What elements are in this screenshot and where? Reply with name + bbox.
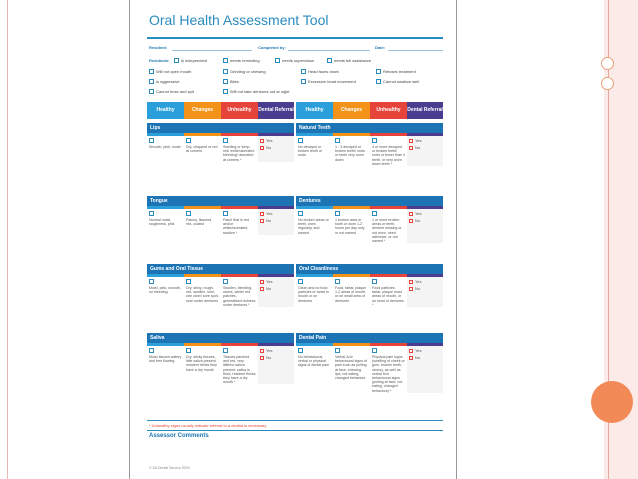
unhealthy-cell[interactable]: Tissues parched and red, very little/no saliva present, saliva is thick, resident thinks they have a dry mouth * [221,346,258,384]
checkbox[interactable] [186,279,191,284]
checkbox[interactable] [260,280,264,284]
referral-yes[interactable]: Yes [260,138,294,143]
date-label: Date: [375,45,386,50]
checkbox[interactable] [223,138,228,143]
option-item[interactable]: needs reminding [223,58,260,63]
checkbox[interactable] [186,138,191,143]
option-item[interactable]: Grinding or chewing [223,69,266,74]
checkbox[interactable] [298,211,303,216]
slide-border-left [7,0,8,479]
referral-yes[interactable]: Yes [260,279,294,284]
changes-cell[interactable]: Dry, shiny, rough, red, swollen, sore, one ulcer/ sore spot, sore under dentures [184,277,221,307]
checkbox[interactable] [223,211,228,216]
referral-no[interactable]: No [260,355,294,360]
completed-by-label: Completed by: [258,45,286,50]
healthy-cell[interactable]: No decayed or broken teeth or roots [296,136,333,166]
checkbox[interactable] [409,139,413,143]
section-title: Natural Teeth [296,123,443,133]
checkbox[interactable] [298,348,303,353]
residents-label: Residents: [149,58,170,63]
dental-referral-cell [258,136,294,162]
referral-no[interactable]: No [260,286,294,291]
assessor-comments-label: Assessor Comments [149,433,209,439]
checkbox[interactable] [260,349,264,353]
checkbox[interactable] [409,287,413,291]
option-item[interactable]: Cannot rinse and spit [149,89,194,94]
healthy-cell[interactable]: Clean and no food particles or tartar in mouth or on dentures [296,277,333,307]
option-item[interactable]: needs supervision [275,58,314,63]
section-title: Oral Cleanliness [296,264,443,274]
checkbox[interactable] [372,279,377,284]
checkbox[interactable] [335,279,340,284]
decor-circle-filled [591,381,633,423]
dental-referral-cell [258,346,294,384]
healthy-cell[interactable]: Normal moist, roughness, pink [147,209,184,235]
section-natural-teeth [296,123,443,184]
checkbox[interactable] [186,211,191,216]
checkbox[interactable] [260,146,264,150]
unhealthy-cell[interactable]: Swelling or lump, red/ white/ulcerated bleeding/ ulcerated at corners * [221,136,258,162]
section-dentures [296,196,443,257]
option-item[interactable]: is independent [174,58,207,63]
checkbox[interactable] [335,348,340,353]
dental-referral-cell [258,277,294,307]
checkbox[interactable] [409,280,413,284]
dental-referral-cell [258,209,294,235]
option-item[interactable]: Will not open mouth [149,69,191,74]
referral-no[interactable]: No [409,145,443,150]
document-title: Oral Health Assessment Tool [149,12,329,28]
referral-yes[interactable]: Yes [260,211,294,216]
section-title: Dental Pain [296,333,443,343]
option-item[interactable]: Will not take dentures out at night [223,89,289,94]
changes-cell[interactable]: Verbal &/or behavioural signs of pain such as pulling at face, chewing lips, not eating, changed behaviour [333,346,370,393]
option-item[interactable]: Excessive head movement [301,79,356,84]
section-saliva [147,333,294,394]
checkbox[interactable] [298,138,303,143]
changes-cell[interactable]: 1 broken area or tooth or worn 1-2 hours per day only or not named [333,209,370,243]
healthy-cell[interactable]: No behavioural, verbal or physical signs of dental pain [296,346,333,393]
referral-yes[interactable]: Yes [409,348,443,353]
unhealthy-cell[interactable]: Swollen, bleeding, ulcers, white/ red patches, generalised redness under dentures * [221,277,258,307]
checkbox[interactable] [223,79,228,84]
unhealthy-cell[interactable]: Patch that is red and/or white/ulcerated, swollen * [221,209,258,235]
referral-yes[interactable]: Yes [260,348,294,353]
checkbox[interactable] [372,211,377,216]
checkbox[interactable] [301,69,306,74]
section-tongue [147,196,294,257]
checkbox[interactable] [149,69,154,74]
referral-no[interactable]: No [260,218,294,223]
footnote-divider [147,420,443,421]
option-item[interactable]: Bites [223,79,239,84]
section-lips [147,123,294,184]
checkbox[interactable] [335,211,340,216]
checkbox[interactable] [149,279,154,284]
copyright: © SA Dental Service 2009 [149,466,190,470]
column-headers-left [147,102,294,119]
column-header-unhealthy: Unhealthy [370,102,407,119]
unhealthy-cell[interactable]: Physical pain signs (swelling of cheek or gum, broken teeth, ulcers), as well as verbal &/or behavioural signs (pulling at face, not eating, changed behaviour) * [370,346,407,393]
checkbox[interactable] [409,219,413,223]
referral-no[interactable]: No [409,286,443,291]
checkbox[interactable] [409,356,413,360]
healthy-cell[interactable]: Smooth, pink, moist [147,136,184,162]
checkbox[interactable] [301,79,306,84]
section-title: Gums and Oral Tissue [147,264,294,274]
option-item[interactable]: Is aggressive [149,79,180,84]
changes-cell[interactable]: Food, tartar, plaque 1-2 areas of mouth, or on small area of dentures [333,277,370,307]
checkbox[interactable] [223,69,228,74]
decor-circle-outline [601,77,614,90]
date-field[interactable] [388,50,443,51]
checkbox[interactable] [298,279,303,284]
assessment-sheet [129,0,457,479]
checkbox[interactable] [372,348,377,353]
checkbox[interactable] [149,348,154,353]
changes-cell[interactable]: Patchy, fissured, red, coated [184,209,221,235]
completed-by-field[interactable] [288,50,370,51]
checkbox[interactable] [223,89,228,94]
checkbox[interactable] [376,69,381,74]
checkbox[interactable] [409,146,413,150]
section-oral-cleanliness [296,264,443,325]
checkbox[interactable] [260,212,264,216]
referral-no[interactable]: No [260,145,294,150]
option-item[interactable]: Head faces down [301,69,339,74]
checkbox[interactable] [260,356,264,360]
resident-field[interactable] [172,50,252,51]
section-title: Lips [147,123,294,133]
dental-referral-cell [407,277,443,307]
unhealthy-cell[interactable]: 4 or more decayed or broken teeth/ roots or fewer than 4 teeth, or very worn down teeth * [370,136,407,166]
column-header-dental-referral: Dental Referral [407,102,443,119]
dental-referral-cell [407,209,443,243]
section-title: Dentures [296,196,443,206]
option-item[interactable]: needs full assistance [327,58,371,63]
checkbox[interactable] [174,58,179,63]
checkbox[interactable] [260,219,264,223]
comments-divider [147,430,443,431]
footnote: * Unhealthy signs usually indicate referral to a dentist is necessary [149,423,267,428]
column-header-healthy: Healthy [147,102,184,119]
checkbox[interactable] [186,348,191,353]
checkbox[interactable] [372,138,377,143]
checkbox[interactable] [260,287,264,291]
checkbox[interactable] [223,348,228,353]
checkbox[interactable] [327,58,332,63]
dental-referral-cell [407,346,443,393]
checkbox[interactable] [376,79,381,84]
unhealthy-cell[interactable]: 1 or more broken areas or teeth, denture missing or not worn, need adhesive, or not named * [370,209,407,243]
referral-yes[interactable]: Yes [409,138,443,143]
option-item[interactable]: Refuses treatment [376,69,416,74]
checkbox[interactable] [149,211,154,216]
healthy-cell[interactable]: No broken areas or teeth, worn regularly, and named [296,209,333,243]
column-header-dental-referral: Dental Referral [258,102,294,119]
changes-cell[interactable]: Dry, sticky tissues, little saliva present, resident thinks they have a dry mouth [184,346,221,384]
section-title: Tongue [147,196,294,206]
column-header-healthy: Healthy [296,102,333,119]
healthy-cell[interactable]: Moist, pink, smooth, no bleeding [147,277,184,307]
section-title: Saliva [147,333,294,343]
decor-circle-outline [601,57,614,70]
checkbox[interactable] [260,139,264,143]
section-gums-and-oral-tissue [147,264,294,325]
checkbox[interactable] [149,79,154,84]
column-header-unhealthy: Unhealthy [221,102,258,119]
changes-cell[interactable]: Dry, chapped or red at corners [184,136,221,162]
checkbox[interactable] [223,58,228,63]
referral-no[interactable]: No [409,218,443,223]
column-headers-right [296,102,443,119]
checkbox[interactable] [149,138,154,143]
column-header-changes: Changes [333,102,370,119]
unhealthy-cell[interactable]: Food particles, tartar, plaque most areas of mouth, or on most of dentures * [370,277,407,307]
checkbox[interactable] [409,212,413,216]
checkbox[interactable] [409,349,413,353]
referral-yes[interactable]: Yes [409,279,443,284]
resident-label: Resident: [149,45,168,50]
referral-no[interactable]: No [409,355,443,360]
title-divider [147,37,443,39]
changes-cell[interactable]: 1 - 3 decayed or broken teeth/ roots or teeth very worn down [333,136,370,166]
dental-referral-cell [407,136,443,166]
referral-yes[interactable]: Yes [409,211,443,216]
healthy-cell[interactable]: Moist tissues watery and free flowing [147,346,184,384]
section-dental-pain [296,333,443,394]
checkbox[interactable] [335,138,340,143]
column-header-changes: Changes [184,102,221,119]
checkbox[interactable] [275,58,280,63]
checkbox[interactable] [223,279,228,284]
option-item[interactable]: Cannot swallow well [376,79,419,84]
checkbox[interactable] [149,89,154,94]
